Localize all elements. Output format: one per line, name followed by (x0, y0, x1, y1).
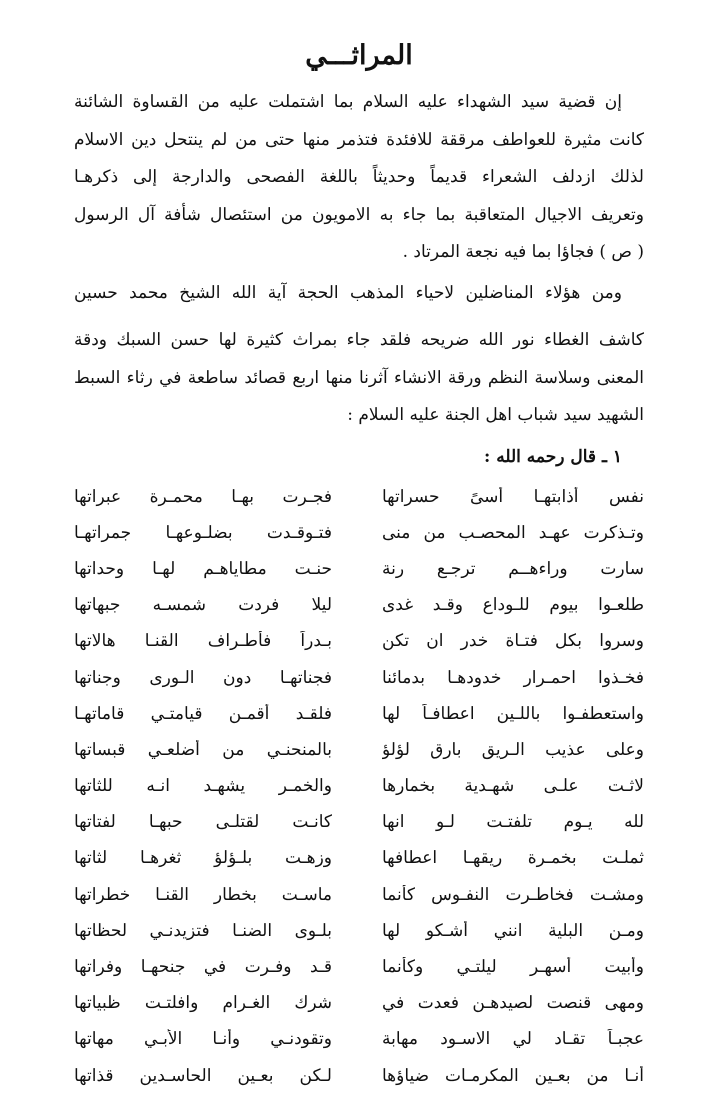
intro-paragraph-1 (74, 84, 644, 272)
text-line: إن قضية سيد الشهداء عليه السلام بما اشتملت عليه من القساوة الشائنة (74, 92, 622, 112)
text-line: كاشف الغطاء نور الله ضريحه فلقد جاء بمراث كثيرة لها حسن السبك ودقة (74, 330, 644, 350)
verse-first-hemistich: وأبيت أسهـر ليلتـي وكأنما (382, 957, 644, 978)
poem-verse (74, 659, 644, 695)
poem-verse (74, 949, 644, 985)
verse-first-hemistich: واستعطفـوا باللـين اعطافـاً لها (382, 703, 644, 724)
poem-verse (74, 1058, 644, 1094)
verse-first-hemistich: لاثـت علـى شهـدية بخمارها (382, 776, 644, 797)
verse-first-hemistich: طلعـوا بيوم للـوداع وقـد غدى (382, 595, 644, 616)
verse-first-hemistich: ثملـت بخمـرة ريقهـا اعطافها (382, 848, 644, 869)
verse-first-hemistich: سارت وراءهــم ترجـع رنة (382, 558, 644, 579)
verse-first-hemistich: ومهى قنصت لصيدهـن فعدت في (382, 993, 644, 1014)
verse-first-hemistich: ومشـت فخاطـرت النفـوس كأنما (382, 884, 644, 905)
verse-second-hemistich: ماسـت بخطار القنـا خطراتها (74, 884, 332, 905)
verse-second-hemistich: بلـوى الضنـا فتزيدنـي لحظاتها (74, 920, 332, 941)
poem-verse (74, 732, 644, 768)
verse-second-hemistich: بالمنحنـي من أضلعـي قبساتها (74, 739, 332, 760)
verse-second-hemistich: لـكن بعـين الحاسـدين قذاتها (74, 1065, 332, 1086)
verse-first-hemistich: لله يـوم تلفتـت لـو انها (382, 812, 644, 833)
poem-verse (74, 1021, 644, 1057)
poem-verse (74, 840, 644, 876)
text-line: لذلك ازدلف الشعراء قديماً وحديثاً باللغة الفصحى والدارجة إلى ذكرهـا (74, 167, 644, 187)
verse-first-hemistich: أنـا من بعـين المكرمـات ضياؤها (382, 1065, 644, 1086)
text-line: ( ص ) فجاؤا بما فيه نجعة المرتاد . (402, 242, 644, 262)
verse-second-hemistich: ليلا فردت شمسـه جبهاتها (74, 595, 332, 616)
poem-verse (74, 587, 644, 623)
verse-second-hemistich: والخمـر يشهـد انـه للثاتها (74, 776, 332, 797)
verse-second-hemistich: شرك الغـرام وافلتـت ظبياتها (74, 993, 332, 1014)
poem-verse (74, 623, 644, 659)
verse-second-hemistich: فتـوقـدت بضلـوعهـا جمراتهـا (74, 522, 332, 543)
paragraph-gap (74, 312, 644, 322)
verse-second-hemistich: قـد وفـرت في جنحهـا وفراتها (74, 957, 332, 978)
verse-first-hemistich: وعلى عذيب الـريق بارق لؤلؤ (382, 739, 644, 760)
poem-verse (74, 515, 644, 551)
text-line: المعنى وسلاسة النظم ورقة الانشاء آثرنا منها اربع قصائد ساطعة في رثاء السبط (74, 367, 644, 388)
verse-second-hemistich: فجـرت بهـا محمـرة عبراتها (74, 486, 332, 507)
verse-second-hemistich: كانـت لقتلـى حبهـا لفتاتها (74, 812, 332, 833)
poem-verse (74, 551, 644, 587)
poem-verse (74, 479, 644, 515)
verse-second-hemistich: حنـت مطاياهـم لهـا وحداتها (74, 558, 332, 579)
text-line: كانت مثيرة للعواطف مرققة للافئدة فتذمر منها حتى من لم ينتحل دين الاسلام (74, 129, 644, 150)
text-line: ومن هؤلاء المناضلين لاحياء المذهب الحجة آية الله الشيخ محمد حسين (74, 282, 622, 303)
poem-verse (74, 696, 644, 732)
verse-second-hemistich: بـدراً فأطـراف القنـا هالاتها (74, 631, 332, 652)
verse-first-hemistich: ومـن البلية انني أشـكو لها (382, 920, 644, 941)
verse-first-hemistich: نفس أذابتهـا أسىً حسراتها (382, 486, 644, 507)
poem-verse (74, 985, 644, 1021)
introduction (74, 84, 644, 435)
poem-verse (74, 804, 644, 840)
verse-second-hemistich: فلقـد أقمـن قيامتـي قاماتهـا (74, 703, 332, 724)
poem (74, 479, 644, 1094)
verse-second-hemistich: فجناتهـا دون الـورى وجناتها (74, 667, 332, 688)
verse-first-hemistich: فخـذوا احمـرار خدودهـا بدمائنا (382, 667, 644, 688)
verse-first-hemistich: وسروا بكل فتـاة خدر ان تكن (382, 631, 644, 652)
verse-second-hemistich: وزهـت بلـؤلؤ ثغرهـا لثاتها (74, 848, 332, 869)
poem-verse (74, 768, 644, 804)
text-line: الشهيد سيد شباب اهل الجنة عليه السلام : (347, 405, 644, 425)
poem-verse (74, 877, 644, 913)
poem-verse (74, 913, 644, 949)
verse-second-hemistich: وتقودنـي وأنـا الأبـي مهاتها (74, 1029, 332, 1050)
verse-first-hemistich: عجبـاً تقـاد لي الاسـود مهابة (382, 1029, 644, 1050)
intro-paragraph-2 (74, 275, 644, 435)
verse-first-hemistich: وتـذكرت عهـد المحصـب من منى (382, 522, 644, 543)
page-title: المراثـــي (305, 40, 413, 71)
poem-heading: ١ ـ قال رحمه الله : (484, 446, 622, 467)
text-line: وتعريف الاجيال المتعاقبة بما جاء به الامويون من استئصال شأفة آل الرسول (74, 204, 644, 225)
